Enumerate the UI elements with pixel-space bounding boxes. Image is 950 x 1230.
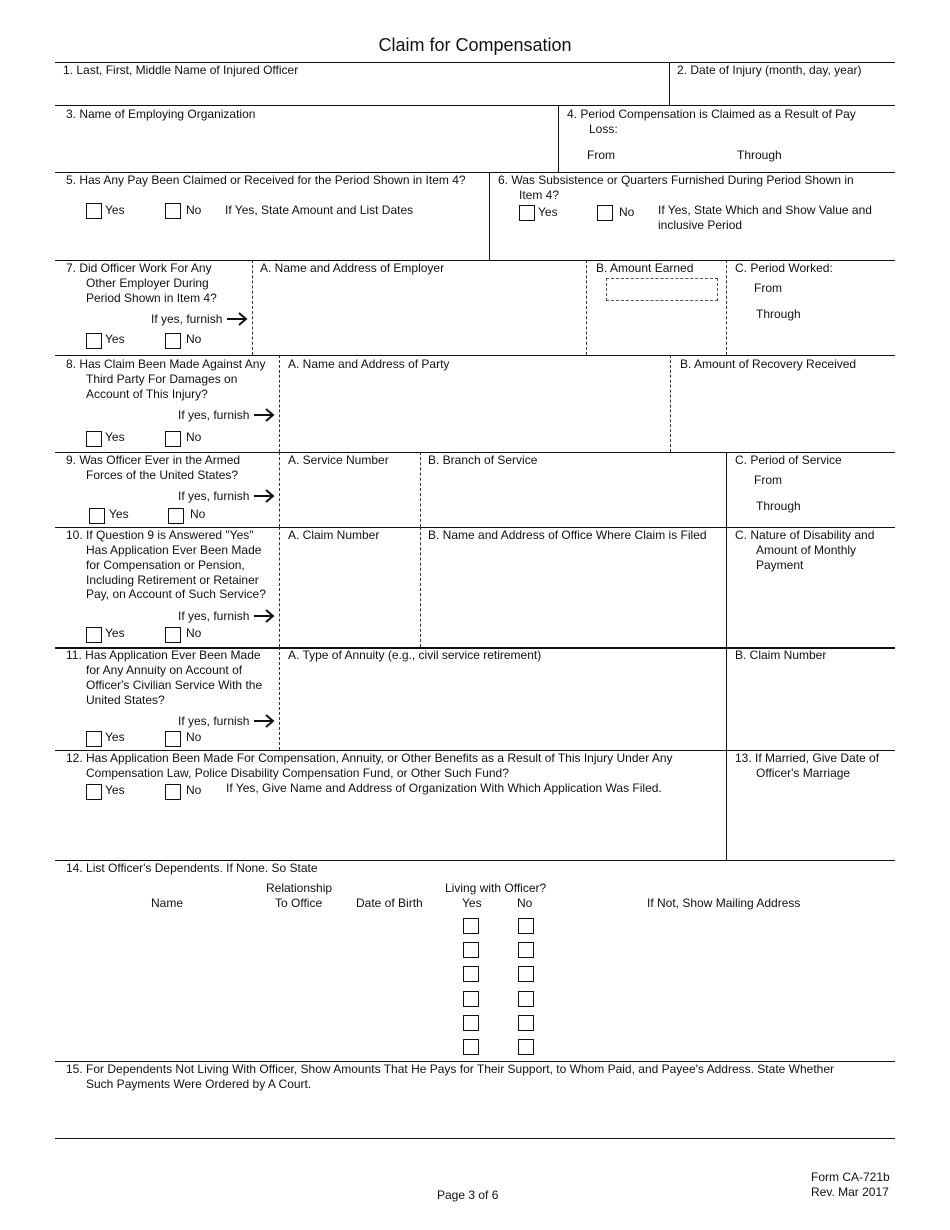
page-number: Page 3 of 6	[437, 1188, 499, 1202]
divider	[726, 647, 727, 750]
item7-col-b: B. Amount Earned	[596, 261, 694, 275]
divider	[489, 172, 490, 260]
dependents-col-address: If Not, Show Mailing Address	[647, 896, 801, 910]
item11-col-a: A. Type of Annuity (e.g., civil service retirement)	[288, 648, 542, 662]
item5-label: 5. Has Any Pay Been Claimed or Received for the Period Shown in Item 4?	[66, 173, 466, 187]
dependent-6-living-yes-checkbox[interactable]	[463, 1039, 479, 1055]
dependent-5-living-yes-checkbox[interactable]	[463, 1015, 479, 1031]
dependents-col-name: Name	[151, 896, 184, 910]
dependents-col-relationship-cont: To Office	[275, 896, 323, 910]
item9-label-cont: Forces of the United States?	[86, 468, 239, 482]
divider	[279, 452, 280, 527]
dependent-2-living-no-checkbox[interactable]	[518, 942, 534, 958]
item12-label-cont: Compensation Law, Police Disability Compensation Fund, or Other Such Fund?	[86, 766, 509, 780]
item10-label-cont: Has Application Ever Been Made	[86, 543, 262, 557]
item6-label: 6. Was Subsistence or Quarters Furnished During Period Shown in	[498, 173, 854, 187]
arrow-right-icon	[253, 408, 275, 422]
divider	[558, 105, 559, 172]
divider	[279, 647, 280, 750]
dependents-col-yes: Yes	[462, 896, 482, 910]
dependents-col-no: No	[517, 896, 533, 910]
item12-label: 12. Has Application Been Made For Compensation, Annuity, or Other Benefits as a Result of This Injury Under Any	[66, 751, 673, 765]
dependents-col-relationship: Relationship	[266, 881, 333, 895]
item11-col-b: B. Claim Number	[735, 648, 827, 662]
item11-yes-checkbox[interactable]	[86, 731, 102, 747]
item8-no-checkbox[interactable]	[165, 431, 181, 447]
item10-no-label: No	[186, 626, 202, 640]
item7-through-label: Through	[756, 307, 801, 321]
item10-if-yes: If yes, furnish	[178, 609, 250, 623]
item3-label: 3. Name of Employing Organization	[66, 107, 256, 121]
item8-col-a: A. Name and Address of Party	[288, 357, 450, 371]
divider	[586, 260, 587, 355]
item10-label-cont: for Compensation or Pension,	[86, 558, 245, 572]
arrow-right-icon	[253, 489, 275, 503]
item7-from-label: From	[754, 281, 782, 295]
dependents-col-dob: Date of Birth	[356, 896, 423, 910]
dependents-col-living: Living with Officer?	[445, 881, 547, 895]
item9-col-a: A. Service Number	[288, 453, 389, 467]
item5-yes-label: Yes	[105, 203, 125, 217]
item12-yes-label: Yes	[105, 783, 125, 797]
item10-col-c-cont: Payment	[756, 558, 804, 572]
item10-col-c-cont: Amount of Monthly	[756, 543, 857, 557]
item10-yes-label: Yes	[105, 626, 125, 640]
rule	[55, 105, 895, 106]
item5-yes-checkbox[interactable]	[86, 203, 102, 219]
item6-no-label: No	[619, 205, 635, 219]
dependent-1-living-yes-checkbox[interactable]	[463, 918, 479, 934]
divider	[420, 452, 421, 527]
item9-from-label: From	[754, 473, 782, 487]
divider	[726, 260, 727, 355]
item9-col-b: B. Branch of Service	[428, 453, 538, 467]
item8-yes-label: Yes	[105, 430, 125, 444]
item10-label-cont: Including Retirement or Retainer	[86, 573, 259, 587]
item9-label: 9. Was Officer Ever in the Armed	[66, 453, 241, 467]
item11-label-cont: for Any Annuity on Account of	[86, 663, 243, 677]
item11-no-label: No	[186, 730, 202, 744]
item5-instruction: If Yes, State Amount and List Dates	[225, 203, 414, 217]
item7-label-cont: Period Shown in Item 4?	[86, 291, 217, 305]
dependent-3-living-yes-checkbox[interactable]	[463, 966, 479, 982]
divider	[669, 62, 670, 105]
item7-if-yes: If yes, furnish	[151, 312, 223, 326]
arrow-right-icon	[226, 312, 248, 326]
item9-yes-label: Yes	[109, 507, 129, 521]
item4-through-label: Through	[737, 148, 782, 162]
divider	[420, 527, 421, 647]
divider	[726, 750, 727, 860]
item12-yes-checkbox[interactable]	[86, 784, 102, 800]
item4-label-cont: Loss:	[589, 122, 618, 136]
item11-label-cont: United States?	[86, 693, 165, 707]
item9-through-label: Through	[756, 499, 801, 513]
item5-no-label: No	[186, 203, 202, 217]
item12-no-checkbox[interactable]	[165, 784, 181, 800]
item4-from-label: From	[587, 148, 615, 162]
dependent-4-living-no-checkbox[interactable]	[518, 991, 534, 1007]
item11-yes-label: Yes	[105, 730, 125, 744]
item6-instruction: If Yes, State Which and Show Value and	[658, 203, 872, 217]
dependent-6-living-no-checkbox[interactable]	[518, 1039, 534, 1055]
item4-label: 4. Period Compensation is Claimed as a Result of Pay	[567, 107, 856, 121]
item9-no-label: No	[190, 507, 206, 521]
item6-instruction-cont: inclusive Period	[658, 218, 743, 232]
item2-label: 2. Date of Injury (month, day, year)	[677, 63, 862, 77]
item7-yes-label: Yes	[105, 332, 125, 346]
divider	[670, 355, 671, 452]
item13-label-cont: Officer's Marriage	[756, 766, 851, 780]
item10-no-checkbox[interactable]	[165, 627, 181, 643]
item11-no-checkbox[interactable]	[165, 731, 181, 747]
rule	[55, 355, 895, 356]
dependent-4-living-yes-checkbox[interactable]	[463, 991, 479, 1007]
item7-label-cont: Other Employer During	[86, 276, 209, 290]
item8-no-label: No	[186, 430, 202, 444]
item6-no-checkbox[interactable]	[597, 205, 613, 221]
item12-instruction: If Yes, Give Name and Address of Organization With Which Application Was Filed.	[226, 781, 662, 795]
item9-if-yes: If yes, furnish	[178, 489, 250, 503]
item7-no-label: No	[186, 332, 202, 346]
item8-label: 8. Has Claim Been Made Against Any	[66, 357, 266, 371]
dependent-1-living-no-checkbox[interactable]	[518, 918, 534, 934]
item11-label-cont: Officer's Civilian Service With the	[86, 678, 263, 692]
item7-yes-checkbox[interactable]	[86, 333, 102, 349]
item8-col-b: B. Amount of Recovery Received	[680, 357, 857, 371]
item8-yes-checkbox[interactable]	[86, 431, 102, 447]
form-number: Form CA-721b	[811, 1170, 890, 1184]
arrow-right-icon	[253, 609, 275, 623]
item11-label: 11. Has Application Ever Been Made	[66, 648, 261, 662]
item9-col-c: C. Period of Service	[735, 453, 842, 467]
item11-if-yes: If yes, furnish	[178, 714, 250, 728]
item14-label: 14. List Officer's Dependents. If None. So State	[66, 861, 318, 875]
form-revision: Rev. Mar 2017	[811, 1185, 889, 1199]
divider	[726, 527, 727, 647]
item7-label: 7. Did Officer Work For Any	[66, 261, 212, 275]
item10-label-cont: Pay, on Account of Such Service?	[86, 587, 266, 601]
item8-label-cont: Account of This Injury?	[86, 387, 208, 401]
rule	[55, 1138, 895, 1139]
item10-col-a: A. Claim Number	[288, 528, 380, 542]
item9-yes-checkbox[interactable]	[89, 508, 105, 524]
dependent-2-living-yes-checkbox[interactable]	[463, 942, 479, 958]
divider	[252, 260, 253, 355]
item13-label: 13. If Married, Give Date of	[735, 751, 880, 765]
item1-label: 1. Last, First, Middle Name of Injured Officer	[63, 63, 299, 77]
item10-yes-checkbox[interactable]	[86, 627, 102, 643]
amount-earned-input[interactable]	[606, 278, 718, 301]
item6-label-cont: Item 4?	[519, 188, 560, 202]
item10-col-b: B. Name and Address of Office Where Claim is Filed	[428, 528, 707, 542]
item12-no-label: No	[186, 783, 202, 797]
item7-col-a: A. Name and Address of Employer	[260, 261, 445, 275]
item5-no-checkbox[interactable]	[165, 203, 181, 219]
item7-no-checkbox[interactable]	[165, 333, 181, 349]
item10-label: 10. If Question 9 is Answered "Yes"	[66, 528, 254, 542]
divider	[726, 452, 727, 527]
dependent-3-living-no-checkbox[interactable]	[518, 966, 534, 982]
arrow-right-icon	[253, 714, 275, 728]
divider	[279, 527, 280, 647]
item8-label-cont: Third Party For Damages on	[86, 372, 238, 386]
page-title: Claim for Compensation	[378, 35, 572, 55]
item6-yes-checkbox[interactable]	[519, 205, 535, 221]
divider	[279, 355, 280, 452]
item7-col-c: C. Period Worked:	[735, 261, 833, 275]
item6-yes-label: Yes	[538, 205, 558, 219]
item15-label-cont: Such Payments Were Ordered by A Court.	[86, 1077, 312, 1091]
item8-if-yes: If yes, furnish	[178, 408, 250, 422]
item9-no-checkbox[interactable]	[168, 508, 184, 524]
item15-label: 15. For Dependents Not Living With Officer, Show Amounts That He Pays for Their Support, to Whom Paid, and Payee's Address. State Whether	[66, 1062, 835, 1076]
item10-col-c: C. Nature of Disability and	[735, 528, 875, 542]
dependent-5-living-no-checkbox[interactable]	[518, 1015, 534, 1031]
